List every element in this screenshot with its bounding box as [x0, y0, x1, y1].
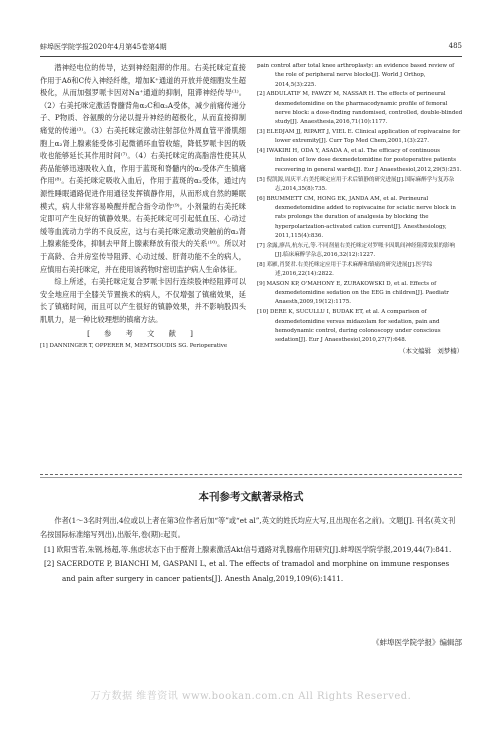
editor-credit: （本文编辑 刘梦楠）	[399, 347, 463, 356]
references-heading: [ 参 考 文 献 ]	[87, 329, 199, 339]
reference-item: [10] DERE K, SUCULLU I, BUDAK ET, et al. A comparison of dexmedetomidine versus midazolam for sedation, pain and hemodynamic control, during colonoscopy under conscious sedation[J]. Eur J Anaesthesiol,2010,27(7):648.	[257, 309, 441, 344]
reference-item: [7] 余露,廖昌,杭东元,等.不同剂量右美托咪定对罗哌卡因肌间神经阻滞效果的影响[J].临床麻醉学杂志,2016,32(12):1227.	[257, 242, 456, 258]
notice-body	[40, 514, 462, 586]
section-divider	[40, 477, 462, 478]
notice-example: [2] SACERDOTE P, BIANCHI M, GASPANI L, et al. The effects of tramadol and morphine on immune responses and pain after surgery in cancer patients[J]. Anesth Analg,2019,109(6):1411.	[44, 559, 450, 583]
watermark: 万方数据 维普资讯 www.bookan.com.cn All Rights Reserved.	[90, 691, 412, 702]
reference-item: pain control after total knee arthroplasty: an evidence based review of the role of peripheral nerve blocks[J]. World J Orthop, 2014,5(3):225.	[257, 63, 455, 88]
reference-item: [1] DANNINGER T, OPPERER M, MEMTSOUDIS SG. Perioperative	[40, 343, 228, 350]
reference-item: [2] ABDULATIF M, FAWZY M, NASSAR H. The effects of perineural dexmedetomidine on the pharmacodynamic profile of femoral nerve block: a dose-finding randomised, controlled, double-blinded study[J]. Anaesthesia,2016,71(10):1177.	[257, 91, 463, 126]
reference-item: [9] MASON KP, O'MAHONY E, ZURAKOWSKI D, et al. Effects of dexmedetomidine sedation on the EEG in children[J]. Paediatr Anaesth,2009,19(12):1175.	[257, 280, 449, 306]
reference-item: [8] 邓雁,肖贤君.右美托咪定应用于手术麻醉和镇痛的研究进展[J].医学综述,2016,22(14):2822.	[257, 261, 433, 278]
conclusion-paragraph: 综上所述，右美托咪定复合罗哌卡因行连续股神经阻滞可以安全地应用于全膝关节置换术的病人，不仅增强了镇痛效果，延长了镇痛时间，而且可以产生很好的镇静效果，并不影响股四头肌肌力，是一种比较理想的镇痛方法。	[40, 277, 246, 324]
page-number: 485	[448, 42, 462, 50]
notice-signature: 《蚌埠医学院学报》编辑部	[372, 638, 462, 647]
header-rule	[40, 56, 462, 57]
notice-intro: 作者(1～3名时列出,4位或以上者在第3位作者后加“等”或“et al”,英文的姓氏均应大写,且出现在名之前)。文题[J]. 刊名(英文刊名按国际标准缩写列出),出版年,卷(期):起页。	[40, 516, 456, 540]
body-paragraph: 潜神经电位的传导，达到神经阻滞的作用。右美托咪定直接作用于Aδ和C传入神经纤维，增加K⁺通道的开放并使细胞发生超极化，从而加强罗哌卡因对Na⁺通道的抑制，阻滞神经传导⁽¹⁾。（2）右美托咪定激活脊髓背角α₂C和α₂A受体，减少前痛传递分子、P物质、谷氨酸的分泌以提升神经的超极化，从而直接抑制痛觉的传递⁽³⁾。（3）右美托咪定激动注射部位外周血管平滑肌细胞上α₂肾上腺素能受体引起微循环血管收缩，降低罗哌卡因的吸收也能够延长其作用时间⁽⁷⁾。（4）右美托咪定的高脂溶性使其从药品能够迅速吸收入血，作用于蓝斑和脊髓内的α₂受体产生镇痛作用⁽⁸⁾。右美托咪定吸收入血后，作用于蓝斑的α₂受体，通过内源性睡眠通路促进作用通径发挥镇静作用，从而形成自然的睡眠模式，病人非常容易唤醒并配合指令动作⁽⁹⁾。小剂量的右美托咪定即可产生良好的镇静效果。右美托咪定可引起低血压、心动过缓等血流动力学的不良反应，这与右美托咪定激动突触前的α₂肾上腺素能受体，抑制去甲肾上腺素释放有很大的关系⁽¹⁰⁾。所以对于高龄、合并房室传导阻滞、心动过缓、肝肾功能不全的病人，应慎用右美托咪定，并在使用该药物时密切监护病人生命体征。	[40, 63, 246, 274]
reference-item: [5] 倪凯源,周庆平.右美托咪定应用于术后镇静的研究进展[J].国际麻醉学与复苏杂志,2014,35(8):735.	[257, 176, 455, 192]
notice-example: [1] 欧阳雪若,朱钢,杨超,等.焦虑状态下由于醛肾上腺素激活Akt信号通路对乳腺癌作用研究[J].蚌埠医学院学报,2019,44(7):841.	[44, 544, 452, 554]
journal-issue: 蚌埠医学院学报2020年4月第45卷第4期	[40, 43, 167, 51]
right-column	[257, 62, 463, 357]
reference-item: [3] ELEDJAM JJ, RIPART J, VIEL E. Clinical application of ropivacaine for lower extremity[J]. Curr Top Med Chem,2001,1(3):227.	[257, 129, 461, 145]
section-divider	[40, 474, 462, 475]
running-header	[40, 42, 462, 54]
reference-item: [6] BRUMMETT CM, HONG EK, JANDA AM, et al. Perineural dexmedetomidine added to ropivacaine for sciatic nerve block in rats prolongs the duration of analgesia by blocking the hyperpolarization-activated cation current[J]. Anesthesiology, 2011,115(4):836.	[257, 195, 456, 239]
left-column	[40, 62, 246, 351]
reference-item: [4] IWAKIRI H, ODA Y, ASADA A, et al. The efficacy of continuous infusion of low dose dexmedetomidine for postoperative patients recovering in general wards[J]. Eur J Anaesthesiol,2012,29(5):251.	[257, 148, 462, 173]
notice-title: 本刊参考文献著录格式	[198, 491, 304, 503]
